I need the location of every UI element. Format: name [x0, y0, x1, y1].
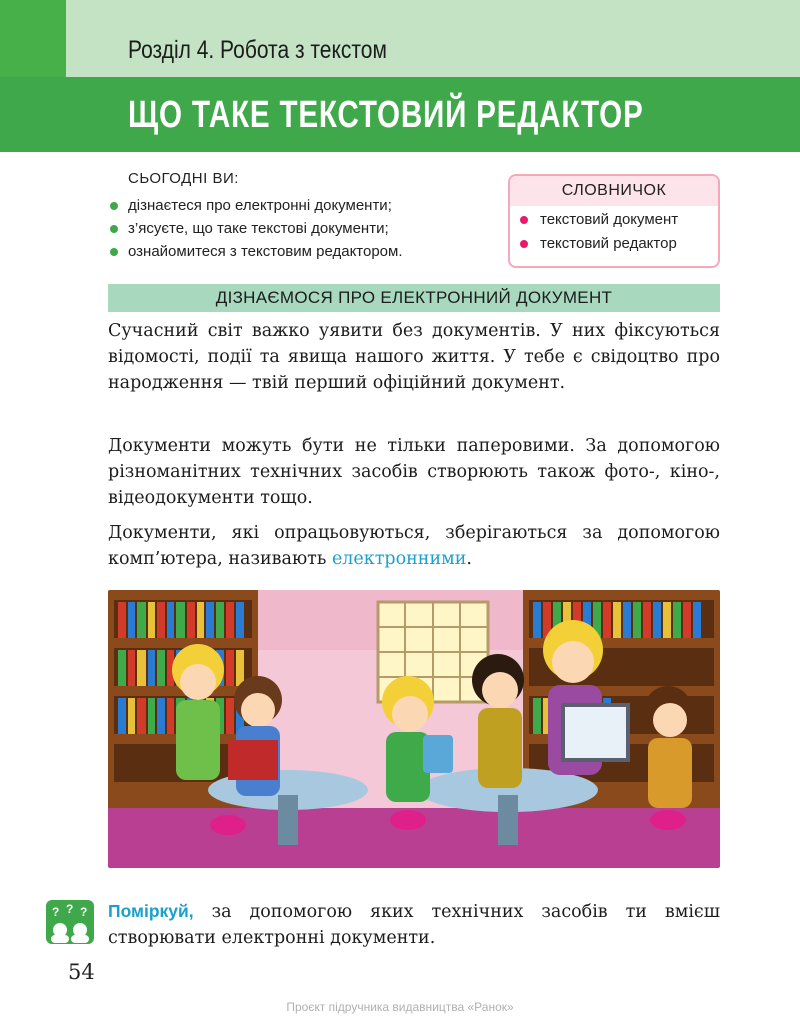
- think-lead: Поміркуй,: [108, 901, 194, 921]
- paragraph-2: Документи можуть бути не тільки паперовими. За допомогою різноманітних технічних засобів створюють також фото-, кіно-, відеодокументи тощо.: [108, 436, 720, 508]
- think-text: за допомогою яких технічних засобів ти вмієш створювати електронні документи.: [108, 902, 720, 948]
- today-item-text: дізнаєтеся про електронні документи;: [128, 197, 392, 214]
- bullet-icon: [110, 225, 118, 233]
- vocabulary-heading: СЛОВНИЧОК: [510, 176, 718, 206]
- paragraph-3: [108, 520, 720, 572]
- bullet-icon: [520, 216, 528, 224]
- vocabulary-list: [510, 206, 718, 256]
- paragraph-3-text: Документи, які опрацьовуються, зберігаються за допомогою комп’ютера, називають: [108, 523, 720, 569]
- vocabulary-item: [520, 208, 718, 232]
- today-item: [110, 217, 403, 240]
- section-title: Розділ 4. Робота з текстом: [128, 36, 387, 64]
- lesson-title: ЩО ТАКЕ ТЕКСТОВИЙ РЕДАКТОР: [128, 94, 644, 136]
- paragraph-3-end: .: [466, 549, 472, 569]
- today-item-text: ознайомитеся з текстовим редактором.: [128, 243, 403, 260]
- today-item-text: з’ясуєте, що таке текстові документи;: [128, 220, 389, 237]
- highlighted-term: електронними: [331, 549, 467, 569]
- page-number: 54: [68, 960, 95, 984]
- today-heading: СЬОГОДНІ ВИ:: [128, 170, 239, 187]
- section-header-accent: [0, 0, 66, 77]
- think-question: [108, 898, 720, 951]
- vocabulary-box: [508, 174, 720, 268]
- today-list: [110, 194, 403, 263]
- question-heads-icon: [46, 900, 94, 944]
- vocabulary-item-text: текстовий документ: [540, 211, 679, 228]
- footer-note: Проєкт підручника видавництва «Ранок»: [286, 1000, 514, 1014]
- library-scene-image: [108, 590, 720, 868]
- bullet-icon: [520, 240, 528, 248]
- today-item: [110, 194, 403, 217]
- svg-text:?: ?: [52, 905, 60, 919]
- svg-text:?: ?: [66, 902, 74, 916]
- section-header-bar: [0, 0, 800, 77]
- today-item: [110, 240, 403, 263]
- svg-text:?: ?: [80, 905, 88, 919]
- paragraph-1: Сучасний світ важко уявити без документів. У них фіксуються відомості, події та явища нашого життя. У тебе є свідоцтво про народження — твій перший офіційний документ.: [108, 321, 720, 393]
- bullet-icon: [110, 202, 118, 210]
- section-subtitle: ДІЗНАЄМОСЯ ПРО ЕЛЕКТРОННИЙ ДОКУМЕНТ: [108, 284, 720, 312]
- bullet-icon: [110, 248, 118, 256]
- library-illustration: [108, 590, 720, 868]
- vocabulary-item: [520, 232, 718, 256]
- vocabulary-item-text: текстовий редактор: [540, 235, 677, 252]
